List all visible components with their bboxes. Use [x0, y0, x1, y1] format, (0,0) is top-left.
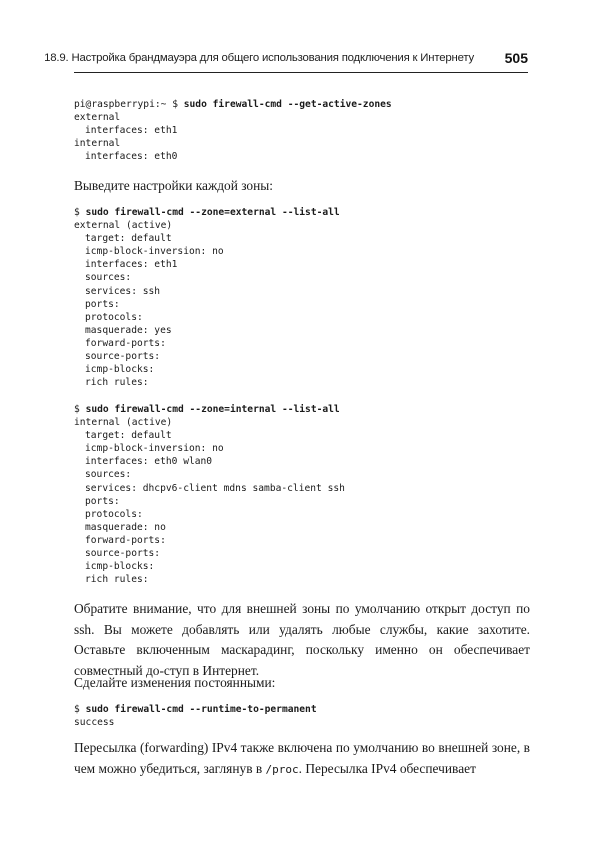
code-output-line: success [74, 717, 115, 729]
zone-setting-line: forward-ports: [85, 337, 166, 349]
zone-setting-line: rich rules: [85, 574, 149, 586]
shell-command: sudo firewall-cmd --runtime-to-permanent [85, 704, 317, 715]
shell-command: sudo firewall-cmd --zone=internal --list-all [85, 404, 340, 415]
shell-command: sudo firewall-cmd --zone=external --list-all [85, 207, 340, 218]
zone-setting-line: interfaces: eth0 wlan0 [85, 456, 213, 468]
paragraph-text: Пересылка (forwarding) IPv4 также включена по умолчанию во внешней зоне, в чем можно убедиться, заглянув в [74, 740, 530, 776]
chapter-section-title: 18.9. Настройка брандмауэра для общего использования подключения к Интернету [44, 52, 474, 64]
zone-setting-line: ports: [85, 495, 120, 507]
zone-setting-line: masquerade: yes [85, 324, 172, 336]
page-number: 505 [504, 50, 528, 66]
code-command-line [74, 98, 530, 111]
code-block-external-zone [74, 206, 530, 389]
zone-setting-line: source-ports: [85, 548, 161, 560]
body-paragraph: Обратите внимание, что для внешней зоны по умолчанию открыт доступ по ssh. Вы можете добавлять или удалять любые службы, какие захотите. Оставьте включенным маскарадинг, поскольку именно он обеспечивает совместный до-ступ в Интернет. [74, 601, 530, 678]
zone-setting-line: ports: [85, 298, 120, 310]
shell-command: sudo firewall-cmd --get-active-zones [183, 99, 392, 110]
zone-setting-line: masquerade: no [85, 521, 166, 533]
zone-status-line: internal (active) [74, 417, 173, 429]
body-paragraph: Сделайте изменения постоянными: [74, 675, 276, 690]
code-output-line: interfaces: eth1 [85, 125, 178, 137]
shell-prompt: $ [74, 404, 86, 415]
code-command-line [74, 403, 530, 416]
zone-setting-line: icmp-blocks: [85, 561, 155, 573]
zone-setting-line: source-ports: [85, 351, 161, 363]
running-header [44, 50, 528, 73]
zone-setting-line: target: default [85, 233, 172, 245]
shell-prompt: $ [74, 207, 86, 218]
zone-setting-line: icmp-block-inversion: no [85, 443, 224, 455]
zone-setting-line: protocols: [85, 311, 143, 323]
body-paragraph: Выведите настройки каждой зоны: [74, 178, 274, 193]
shell-prompt: $ [74, 704, 86, 715]
inline-code-path: /proc [265, 762, 299, 776]
code-command-line [74, 206, 530, 219]
body-paragraph [74, 738, 530, 780]
zone-setting-line: services: ssh [85, 285, 161, 297]
zone-status-line: external (active) [74, 220, 173, 232]
paragraph-text: . Пересылка IPv4 обеспечивает [298, 760, 476, 776]
code-block-active-zones [74, 98, 530, 163]
zone-setting-line: sources: [85, 469, 132, 481]
zone-setting-line: protocols: [85, 508, 143, 520]
code-output-line: internal [74, 138, 121, 150]
code-output-line: external [74, 112, 121, 124]
zone-setting-line: interfaces: eth1 [85, 259, 178, 271]
zone-setting-line: icmp-blocks: [85, 364, 155, 376]
zone-setting-line: forward-ports: [85, 534, 166, 546]
code-command-line [74, 703, 530, 716]
zone-setting-line: sources: [85, 272, 132, 284]
code-block-runtime-to-permanent [74, 703, 530, 729]
zone-setting-line: services: dhcpv6-client mdns samba-client ssh [85, 482, 345, 494]
shell-prompt: pi@raspberrypi:~ $ [74, 99, 184, 110]
code-output-line: interfaces: eth0 [85, 151, 178, 163]
code-block-internal-zone [74, 403, 530, 586]
zone-setting-line: icmp-block-inversion: no [85, 246, 224, 258]
zone-setting-line: target: default [85, 430, 172, 442]
zone-setting-line: rich rules: [85, 377, 149, 389]
